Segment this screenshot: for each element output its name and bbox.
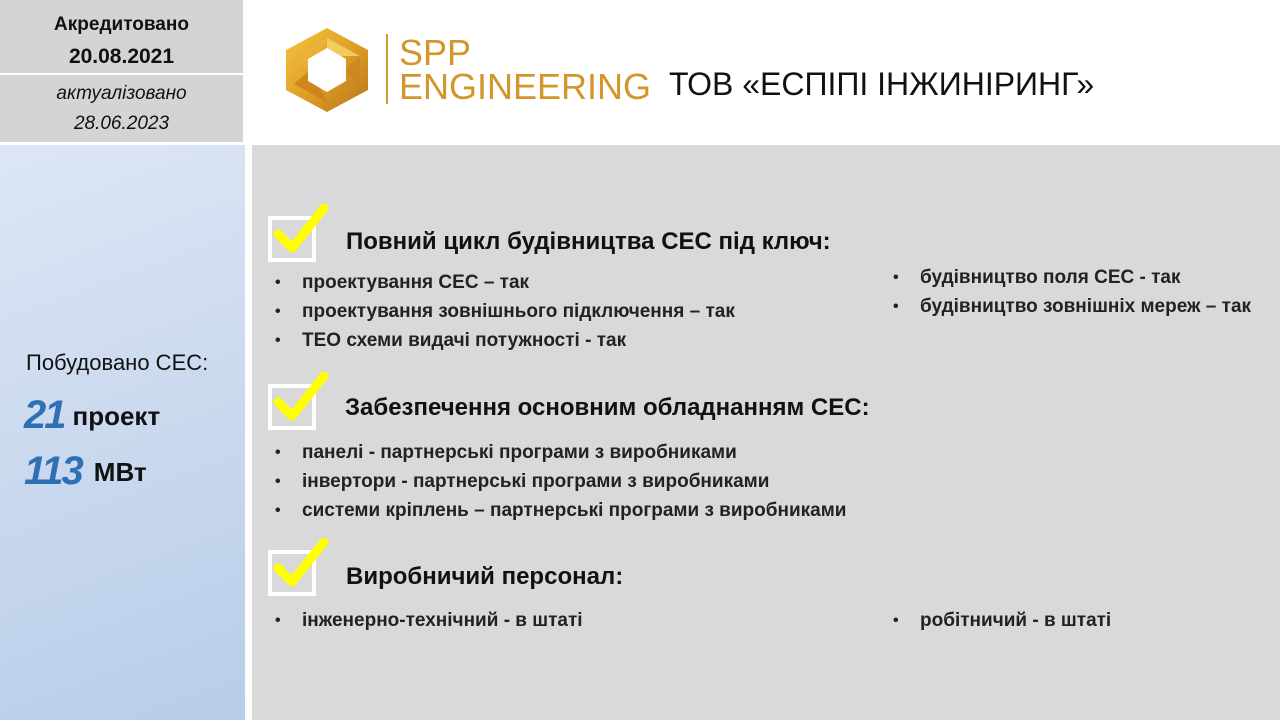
list-item: • панелі - партнерські програми з виробниками [272,438,846,467]
personnel-list-right [890,606,1111,635]
company-name: ТОВ «ЕСПІПІ ІНЖИНІРИНГ» [669,66,1095,102]
section-title-personnel: Виробничий персонал: [346,563,624,590]
built-label: Побудовано СЕС: [26,350,209,375]
projects-stat [24,393,160,438]
list-item: • ТЕО схеми видачі потужності - так [272,326,735,355]
power-number: 113 [24,449,82,493]
stats-panel [0,145,245,720]
full-cycle-list-left [272,268,735,355]
equipment-list [272,438,846,525]
updated-box [0,75,243,142]
logo-wordmark [399,32,652,107]
logo-line-2: ENGINEERING [399,66,652,107]
accreditation-date: 20.08.2021 [68,45,175,68]
accreditation-box [0,0,243,73]
projects-unit: проект [72,401,161,431]
personnel-list-left [272,606,583,635]
power-stat [24,449,147,494]
updated-label: актуалізовано [56,83,187,104]
checkbox-check-icon [268,538,326,596]
list-item: • інвертори - партнерські програми з виробниками [272,467,846,496]
projects-number: 21 [24,393,65,437]
full-cycle-list-right [890,263,1260,321]
spp-logo-icon [278,26,376,114]
section-title-equipment: Забезпечення основним обладнанням СЕС: [345,394,870,421]
list-item: • проектування зовнішнього підключення – так [272,297,735,326]
checkbox-check-icon [268,372,326,430]
power-unit: МВт [93,457,147,487]
list-item: • робітничий - в штаті [890,606,1111,635]
accreditation-label: Акредитовано [54,14,189,35]
logo-line-1: SPP [399,32,472,73]
panel-divider [245,145,252,720]
checkbox-check-icon [268,204,326,262]
section-title-full-cycle: Повний цикл будівництва СЕС під ключ: [346,228,831,255]
list-item: • інженерно-технічний - в штаті [272,606,583,635]
list-item: • проектування СЕС – так [272,268,735,297]
logo-divider [386,34,388,104]
updated-date: 28.06.2023 [73,113,170,134]
list-item: • будівництво зовнішніх мереж – так [890,292,1260,321]
list-item: • системи кріплень – партнерські програми з виробниками [272,496,846,525]
list-item: • будівництво поля СЕС - так [890,263,1260,292]
